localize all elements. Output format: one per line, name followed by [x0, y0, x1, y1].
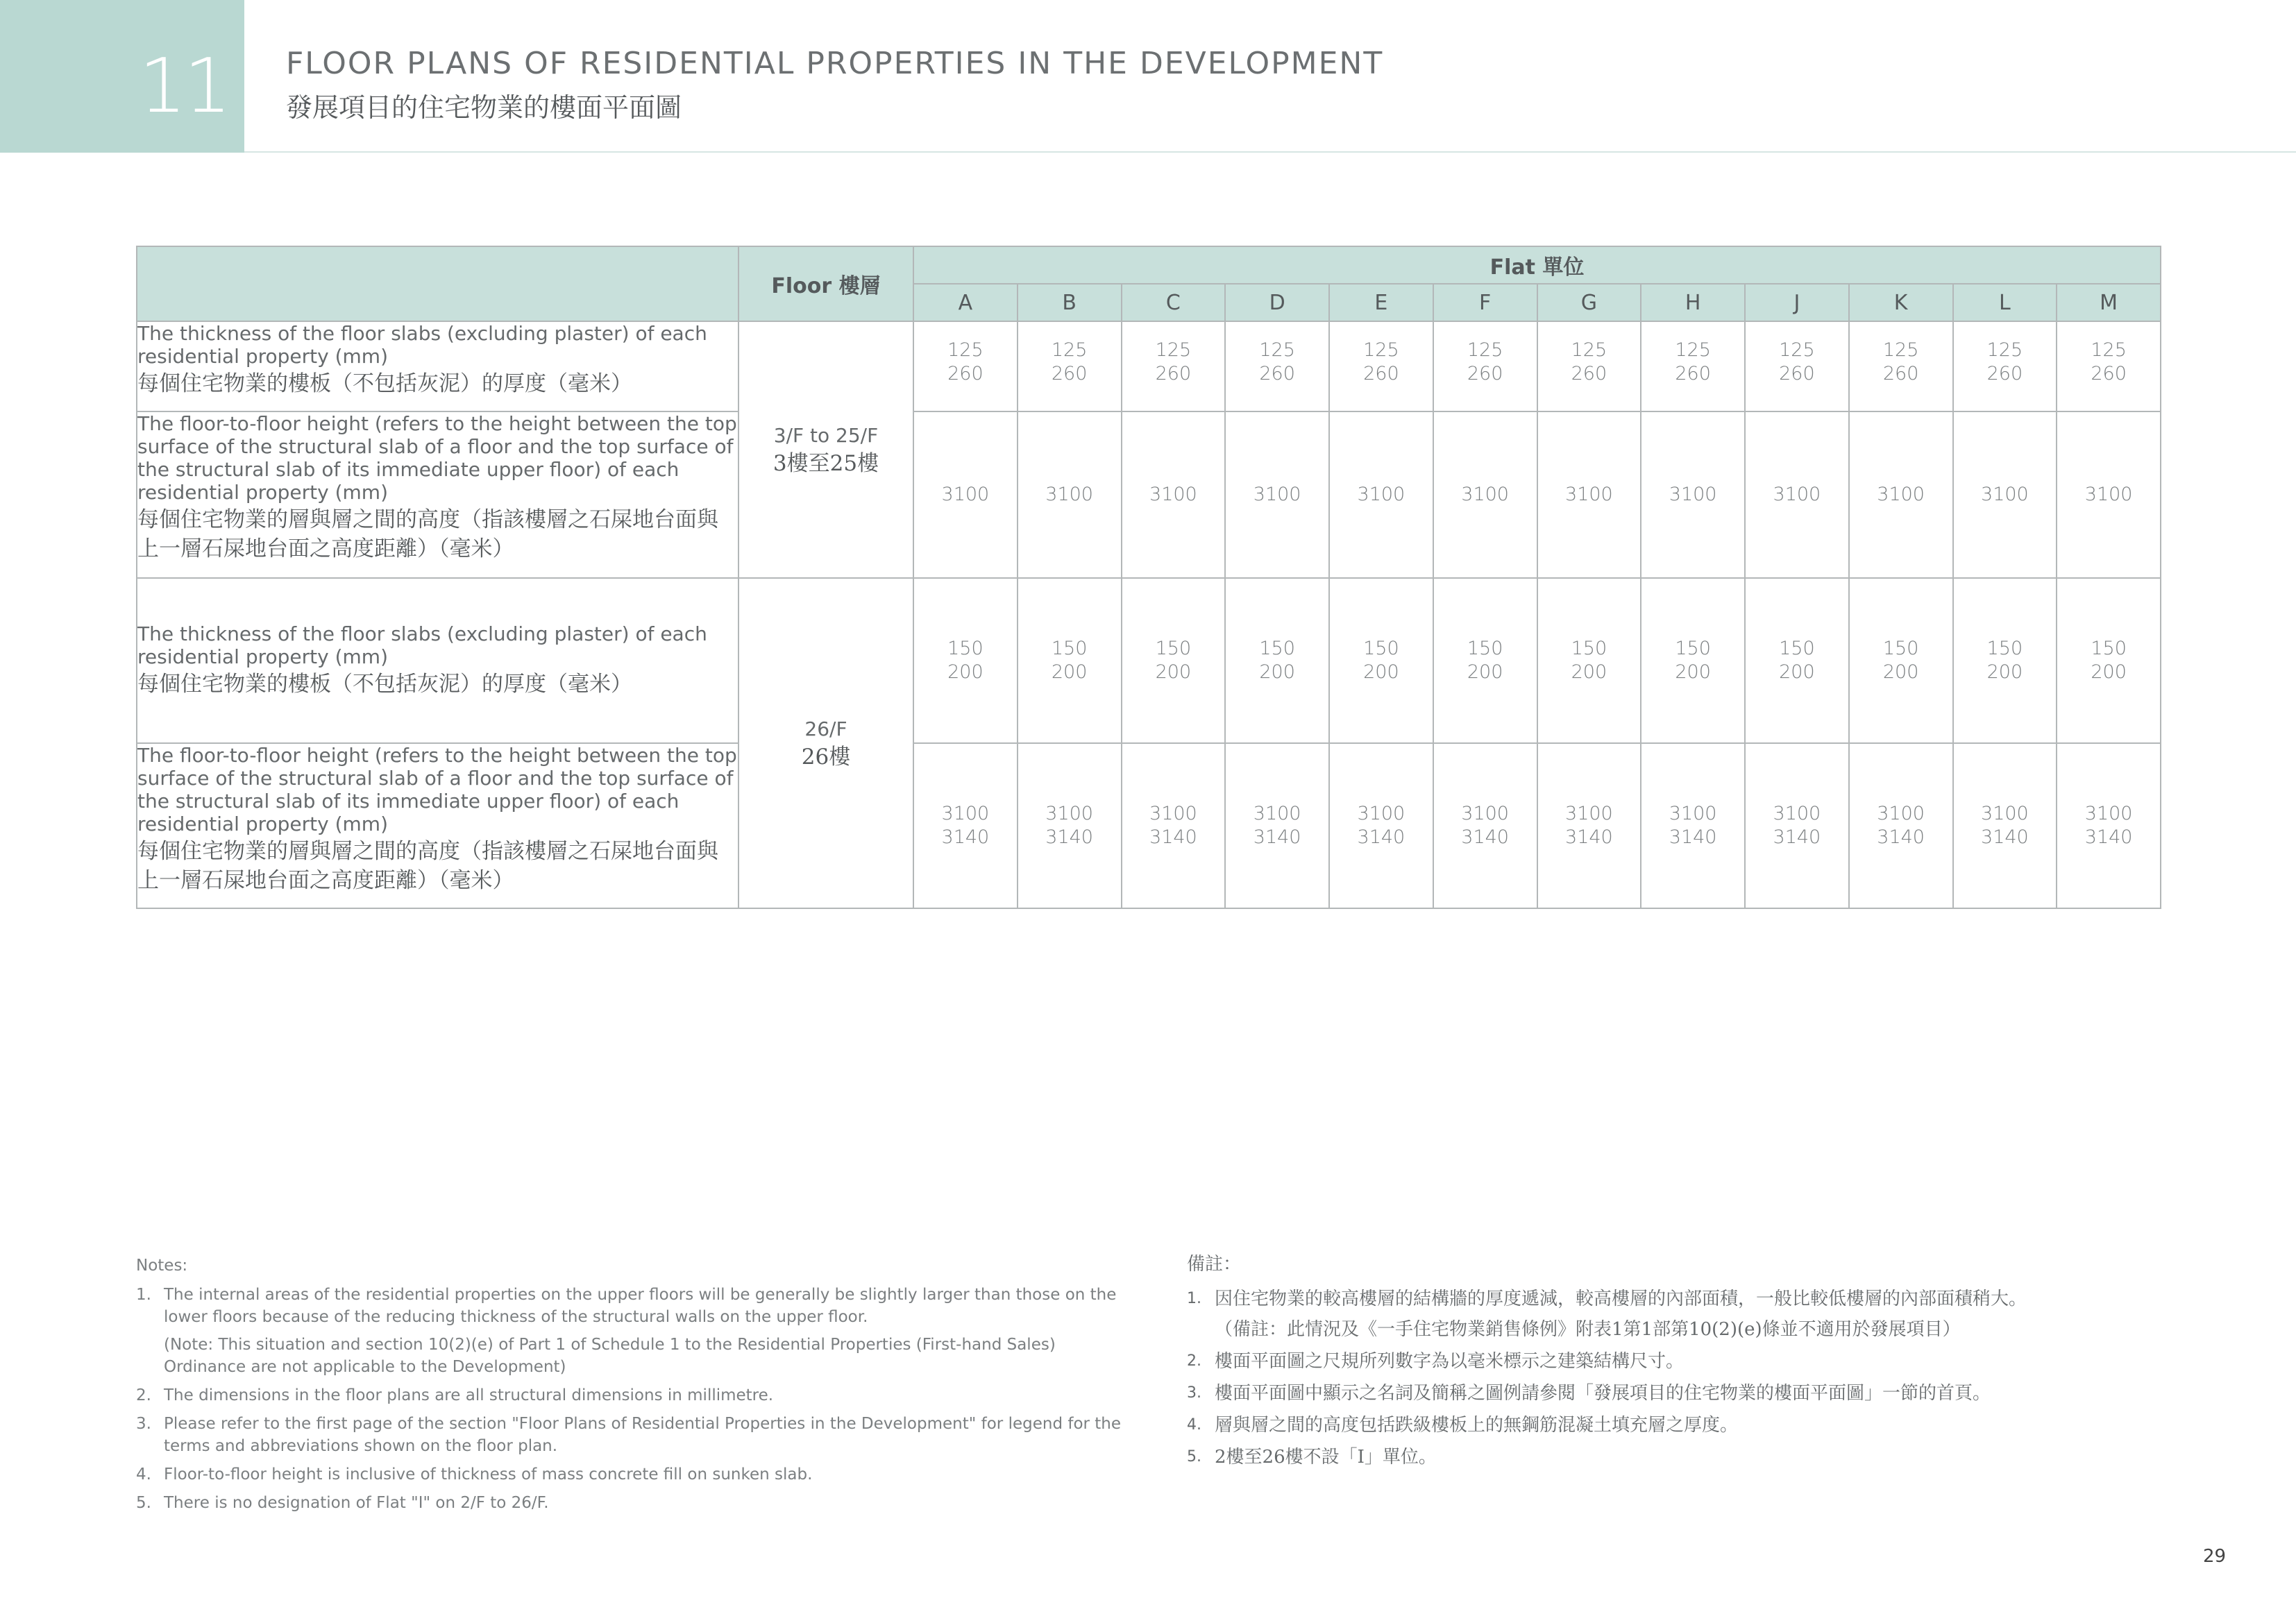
value-cell: [1953, 578, 2057, 743]
row-description-en: The thickness of the floor slabs (excluding plaster) of each residential property (mm): [137, 322, 707, 368]
table-row: [137, 321, 2161, 411]
value-text: 125: [1675, 339, 1711, 361]
note-number: 2.: [1187, 1352, 1201, 1370]
row-description-en: The floor-to-floor height (refers to the height between the top surface of the structural slab of a floor and the top surface of the structural slab of its immediate upper floor) of each residential property (mm): [137, 412, 737, 504]
row-description: [137, 321, 738, 411]
value-cell: [1122, 321, 1226, 411]
value-text: 3100: [2084, 803, 2133, 824]
note-number: 3.: [1187, 1384, 1201, 1402]
flat-letter-header: K: [1849, 284, 1953, 321]
value-text: 260: [1363, 363, 1399, 384]
value-text: 3140: [1877, 826, 1925, 848]
value-cell: [1433, 411, 1537, 578]
value-text: 125: [1363, 339, 1399, 361]
notes-heading-zh: 備註：: [1187, 1254, 1242, 1275]
note-item-en: [136, 1284, 1122, 1378]
value-text: 150: [1882, 638, 1919, 659]
value-text: 150: [1467, 638, 1503, 659]
value-text: 3140: [941, 826, 990, 848]
value-text: 125: [1051, 339, 1088, 361]
value-cell: [1018, 578, 1122, 743]
value-text: 3100: [941, 484, 990, 505]
value-cell: [1433, 321, 1537, 411]
value-cell: [1225, 411, 1329, 578]
note-text: 樓面平面圖之尺規所列數字為以毫米標示之建築結構尺寸。: [1215, 1351, 1685, 1372]
note-item-zh: [1187, 1286, 2089, 1342]
notes-en: [136, 1255, 1122, 1520]
floor-range-en: 3/F to 25/F: [773, 424, 879, 447]
note-text: The dimensions in the floor plans are all structural dimensions in millimetre.: [164, 1386, 774, 1404]
note-item-en: [136, 1384, 1122, 1407]
value-text: 3140: [1565, 826, 1613, 848]
value-text: 200: [1467, 661, 1503, 683]
value-cell: [1849, 411, 1953, 578]
value-cell: [1433, 743, 1537, 908]
flat-letter-header: B: [1018, 284, 1122, 321]
value-text: 150: [1155, 638, 1192, 659]
note-number: 5.: [1187, 1448, 1201, 1465]
value-text: 200: [1571, 661, 1607, 683]
value-text: 125: [2091, 339, 2127, 361]
note-number: 1.: [136, 1286, 151, 1304]
note-item-en: [136, 1492, 1122, 1514]
row-description: [137, 743, 738, 908]
value-cell: [1225, 321, 1329, 411]
value-text: 3100: [1773, 803, 1821, 824]
flat-letter-header: D: [1225, 284, 1329, 321]
note-text: The internal areas of the residential properties on the upper floors will be generally be slightly larger than those on the lower floors because of the reducing thickness of the structural walls on the upper floor.: [164, 1286, 1117, 1326]
value-cell: [1745, 321, 1849, 411]
value-text: 260: [1259, 363, 1295, 384]
value-text: 150: [1259, 638, 1295, 659]
value-cell: [1433, 578, 1537, 743]
value-text: 3140: [1773, 826, 1821, 848]
flat-letter-header: J: [1745, 284, 1849, 321]
value-text: 200: [1882, 661, 1919, 683]
note-text: 因住宅物業的較高樓層的結構牆的厚度遞減，較高樓層的內部面積，一般比較低樓層的內部面積稍大。: [1215, 1289, 2027, 1309]
note-number: 4.: [136, 1465, 151, 1484]
notes-heading-en: Notes:: [136, 1257, 188, 1275]
value-cell: [1122, 578, 1226, 743]
value-cell: [1225, 578, 1329, 743]
value-text: 150: [1571, 638, 1607, 659]
value-text: 200: [1779, 661, 1815, 683]
note-number: 4.: [1187, 1416, 1201, 1434]
flat-letter-header: H: [1641, 284, 1745, 321]
value-cell: [1849, 321, 1953, 411]
value-text: 150: [2091, 638, 2127, 659]
row-description-zh: 每個住宅物業的樓板（不包括灰泥）的厚度（毫米）: [137, 672, 632, 697]
value-text: 3140: [1149, 826, 1197, 848]
value-text: 125: [1155, 339, 1192, 361]
note-item-zh: [1187, 1349, 2089, 1374]
value-cell: [1537, 411, 1641, 578]
floor-specs-table: [136, 246, 2161, 909]
value-text: 3100: [1461, 484, 1509, 505]
value-text: 260: [1051, 363, 1088, 384]
value-cell: [913, 578, 1018, 743]
value-text: 150: [1051, 638, 1088, 659]
value-text: 3100: [1565, 484, 1613, 505]
value-cell: [1849, 578, 1953, 743]
value-cell: [913, 411, 1018, 578]
value-text: 150: [1779, 638, 1815, 659]
row-description-zh: 每個住宅物業的樓板（不包括灰泥）的厚度（毫米）: [137, 371, 632, 396]
value-text: 3100: [1149, 803, 1197, 824]
value-text: 125: [1467, 339, 1503, 361]
value-cell: [2057, 321, 2161, 411]
note-subtext: （備註：此情況及《一手住宅物業銷售條例》附表1第1部第10(2)(e)條並不適用於發展項目）: [1215, 1319, 1961, 1340]
value-cell: [2057, 743, 2161, 908]
value-text: 3100: [1981, 803, 2029, 824]
note-item-en: [136, 1463, 1122, 1486]
value-cell: [1329, 411, 1433, 578]
table-row: [137, 578, 2161, 743]
note-text: Please refer to the first page of the section "Floor Plans of Residential Properties in the Development" for legend for the terms and abbreviations shown on the floor plan.: [164, 1415, 1122, 1455]
note-number: 2.: [136, 1386, 151, 1404]
value-text: 3100: [1253, 484, 1301, 505]
value-text: 200: [1675, 661, 1711, 683]
value-cell: [2057, 578, 2161, 743]
value-cell: [1018, 411, 1122, 578]
value-cell: [1537, 321, 1641, 411]
value-text: 260: [1882, 363, 1919, 384]
value-text: 260: [1467, 363, 1503, 384]
value-cell: [1329, 743, 1433, 908]
value-text: 3140: [1045, 826, 1093, 848]
value-text: 3140: [1357, 826, 1406, 848]
table-row: [137, 411, 2161, 578]
note-text: 層與層之間的高度包括跌級樓板上的無鋼筋混凝土填充層之厚度。: [1215, 1415, 1739, 1436]
value-text: 3100: [1773, 484, 1821, 505]
value-cell: [1122, 743, 1226, 908]
flat-letter-header: L: [1953, 284, 2057, 321]
note-text: Floor-to-floor height is inclusive of thickness of mass concrete fill on sunken slab.: [164, 1465, 813, 1484]
value-text: 3100: [1045, 803, 1093, 824]
value-text: 3140: [1669, 826, 1717, 848]
value-text: 200: [1259, 661, 1295, 683]
note-number: 3.: [136, 1415, 151, 1433]
value-cell: [1329, 321, 1433, 411]
flat-letter-header: F: [1433, 284, 1537, 321]
page-title-en: FLOOR PLANS OF RESIDENTIAL PROPERTIES IN THE DEVELOPMENT: [286, 46, 1384, 81]
row-description-en: The thickness of the floor slabs (excluding plaster) of each residential property (mm): [137, 622, 707, 668]
value-text: 125: [1986, 339, 2023, 361]
floor-range-zh: 26樓: [801, 745, 851, 770]
value-cell: [1329, 578, 1433, 743]
flat-letter-header: A: [913, 284, 1018, 321]
row-description-en: The floor-to-floor height (refers to the height between the top surface of the structural slab of a floor and the top surface of the structural slab of its immediate upper floor) of each residential property (mm): [137, 744, 737, 835]
value-cell: [1953, 411, 2057, 578]
value-text: 150: [1363, 638, 1399, 659]
value-cell: [1953, 743, 2057, 908]
table-row: [137, 743, 2161, 908]
row-description-zh: 每個住宅物業的層與層之間的高度（指該樓層之石屎地台面與上一層石屎地台面之高度距離）（毫米）: [137, 507, 718, 561]
value-text: 3140: [1253, 826, 1301, 848]
value-text: 260: [1571, 363, 1607, 384]
value-text: 200: [947, 661, 984, 683]
floor-range-cell: [738, 321, 913, 578]
value-text: 3100: [1669, 484, 1717, 505]
section-number-box: [0, 0, 244, 153]
page-title-zh: 發展項目的住宅物業的樓面平面圖: [286, 92, 682, 123]
note-subtext: (Note: This situation and section 10(2)(e) of Part 1 of Schedule 1 to the Residential Properties (First-hand Sales) Ordinance are not applicable to the Development): [164, 1336, 1056, 1376]
value-text: 200: [1986, 661, 2023, 683]
flat-letter-header: M: [2057, 284, 2161, 321]
value-text: 150: [1986, 638, 2023, 659]
value-text: 260: [1779, 363, 1815, 384]
value-text: 3100: [1045, 484, 1093, 505]
value-cell: [1018, 321, 1122, 411]
note-item-zh: [1187, 1381, 2089, 1406]
flat-letter-header: G: [1537, 284, 1641, 321]
value-text: 200: [1051, 661, 1088, 683]
value-cell: [1953, 321, 2057, 411]
value-text: 260: [1986, 363, 2023, 384]
floor-header: Floor 樓層: [738, 246, 913, 321]
value-cell: [1641, 578, 1745, 743]
note-number: 5.: [136, 1494, 151, 1512]
value-text: 125: [1779, 339, 1815, 361]
value-cell: [1018, 743, 1122, 908]
value-cell: [2057, 411, 2161, 578]
value-cell: [1122, 411, 1226, 578]
value-text: 260: [2091, 363, 2127, 384]
value-text: 150: [947, 638, 984, 659]
value-cell: [1745, 743, 1849, 908]
value-cell: [1849, 743, 1953, 908]
value-text: 3100: [941, 803, 990, 824]
notes-zh: [1187, 1252, 2089, 1477]
note-text: There is no designation of Flat "I" on 2/F to 26/F.: [164, 1494, 549, 1512]
value-text: 200: [1155, 661, 1192, 683]
value-text: 125: [1882, 339, 1919, 361]
value-text: 3100: [1149, 484, 1197, 505]
value-cell: [1745, 578, 1849, 743]
value-text: 3140: [2084, 826, 2133, 848]
value-text: 125: [1259, 339, 1295, 361]
value-text: 125: [947, 339, 984, 361]
flat-letter-header: C: [1122, 284, 1226, 321]
value-text: 3140: [1461, 826, 1509, 848]
value-text: 3100: [1461, 803, 1509, 824]
value-text: 3140: [1981, 826, 2029, 848]
value-text: 260: [947, 363, 984, 384]
value-text: 260: [1155, 363, 1192, 384]
note-number: 1.: [1187, 1290, 1201, 1307]
value-cell: [1745, 411, 1849, 578]
note-item-zh: [1187, 1445, 2089, 1470]
blank-header-cell: [137, 246, 738, 321]
row-description: [137, 411, 738, 578]
flat-letter-header: E: [1329, 284, 1433, 321]
value-text: 3100: [2084, 484, 2133, 505]
note-item-en: [136, 1413, 1122, 1457]
value-text: 200: [2091, 661, 2127, 683]
value-text: 3100: [1877, 484, 1925, 505]
section-number: 11: [139, 43, 229, 130]
value-text: 150: [1675, 638, 1711, 659]
flat-header: Flat 單位: [913, 246, 2161, 284]
value-text: 260: [1675, 363, 1711, 384]
note-text: 樓面平面圖中顯示之名詞及簡稱之圖例請參閱「發展項目的住宅物業的樓面平面圖」一節的首頁。: [1215, 1383, 1991, 1404]
value-text: 3100: [1357, 484, 1406, 505]
floor-range-cell: [738, 578, 913, 908]
value-cell: [1537, 743, 1641, 908]
note-text: 2樓至26樓不設「I」單位。: [1215, 1447, 1437, 1468]
value-text: 3100: [1981, 484, 2029, 505]
value-text: 3100: [1357, 803, 1406, 824]
value-cell: [1641, 321, 1745, 411]
row-description-zh: 每個住宅物業的層與層之間的高度（指該樓層之石屎地台面與上一層石屎地台面之高度距離）（毫米）: [137, 839, 718, 893]
value-cell: [1537, 578, 1641, 743]
value-text: 3100: [1565, 803, 1613, 824]
floor-range-en: 26/F: [804, 717, 847, 740]
value-text: 200: [1363, 661, 1399, 683]
floor-range-zh: 3樓至25樓: [773, 451, 879, 476]
value-text: 3100: [1877, 803, 1925, 824]
header-divider: [244, 151, 2296, 153]
value-cell: [913, 321, 1018, 411]
value-cell: [913, 743, 1018, 908]
value-cell: [1225, 743, 1329, 908]
row-description: [137, 578, 738, 743]
value-cell: [1641, 411, 1745, 578]
value-text: 125: [1571, 339, 1607, 361]
value-cell: [1641, 743, 1745, 908]
note-item-zh: [1187, 1413, 2089, 1438]
value-text: 3100: [1253, 803, 1301, 824]
value-text: 3100: [1669, 803, 1717, 824]
page-number: 29: [2203, 1546, 2227, 1567]
